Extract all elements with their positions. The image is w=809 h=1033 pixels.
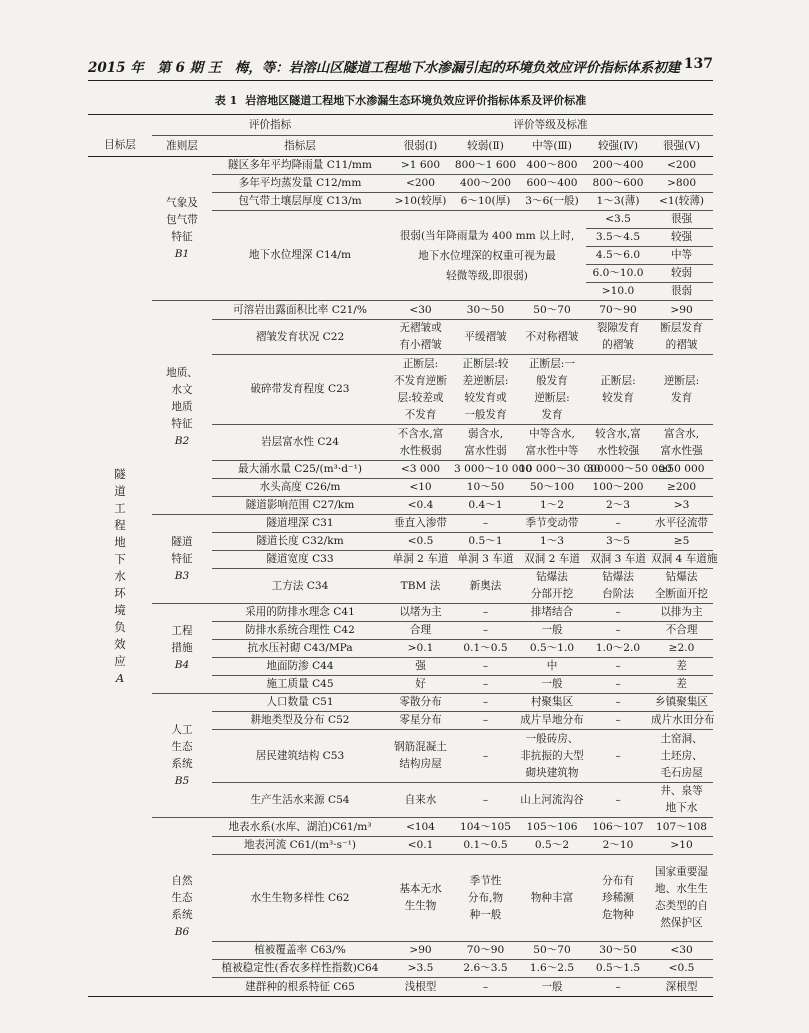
indicator-cell: 工方法 C34 [212, 569, 388, 604]
criterion-cell: 工程 措施 B4 [152, 604, 212, 694]
grade-cell-2: 季节性 分布,物 种一般 [453, 855, 518, 942]
grade-cell-4: 30 000～50 000 [586, 461, 650, 479]
grade-cell-3: 0.5～2 [518, 837, 586, 855]
grade-cell-2: 0.5～1 [453, 533, 518, 551]
grade-cell-1: 单洞 2 车道 [388, 551, 453, 569]
grade-cell-2: 104～105 [453, 818, 518, 837]
grade-level: 较弱 [650, 265, 713, 283]
grade-cell-1: 不含水,富 水性极弱 [388, 425, 453, 461]
grade-cell-2: 新奥法 [453, 569, 518, 604]
grade-cell-3: 1～2 [518, 497, 586, 515]
grade-cell-4: 30～50 [586, 942, 650, 960]
grade-cell-5: 差 [650, 676, 713, 694]
header-target-layer: 目标层 [88, 136, 152, 157]
header-blank [88, 115, 152, 136]
grade-cell-2: 30～50 [453, 301, 518, 320]
grade-cell-5: 富含水, 富水性强 [650, 425, 713, 461]
indicator-cell: 建群种的根系特征 C65 [212, 978, 388, 997]
indicator-cell: 植被稳定性(香农多样性指数)C64 [212, 960, 388, 978]
grade-cell-1: <0.1 [388, 837, 453, 855]
grade-cell-3: 一般 [518, 622, 586, 640]
indicator-cell: 生产生活水来源 C54 [212, 783, 388, 818]
grade-cell-2: – [453, 978, 518, 997]
grade-cell-3: 物种丰富 [518, 855, 586, 942]
indicator-cell: 地面防渗 C44 [212, 658, 388, 676]
header-grades: 评价等级及标准 [388, 115, 713, 136]
grade-level: 很强 [650, 211, 713, 229]
target-char: 道 [114, 484, 126, 498]
grade-cell-2: 800～1 600 [453, 157, 518, 175]
grade-cell-3: 1～3 [518, 533, 586, 551]
grade-cell-4: – [586, 712, 650, 730]
criterion-code: B3 [174, 569, 190, 582]
grade-range: 6.0～10.0 [586, 265, 650, 283]
grade-cell-1: >1 600 [388, 157, 453, 175]
indicator-cell: 地表水系(水库、湖泊)C61/m³ [212, 818, 388, 837]
grade-cell-3: 0.5～1.0 [518, 640, 586, 658]
page-number: 137 [683, 56, 713, 72]
indicator-cell: 最大涌水量 C25/(m³·d⁻¹) [212, 461, 388, 479]
grade-cell-4: – [586, 622, 650, 640]
grade-cell-1: 自来水 [388, 783, 453, 818]
grade-cell-4: – [586, 978, 650, 997]
grade-cell-2: – [453, 604, 518, 622]
indicator-cell: 破碎带发育程度 C23 [212, 355, 388, 425]
grade-cell-2: 10～50 [453, 479, 518, 497]
grade-cell-4: 1.0～2.0 [586, 640, 650, 658]
target-char: 下 [114, 552, 126, 566]
header-level-5: 很强(Ⅴ) [650, 136, 713, 157]
grade-cell-1: <3 000 [388, 461, 453, 479]
header-level-1: 很弱(Ⅰ) [388, 136, 453, 157]
grade-cell-4: – [586, 730, 650, 783]
header-indicator-layer: 指标层 [212, 136, 388, 157]
grade-cell-5: 逆断层: 发育 [650, 355, 713, 425]
grade-cell-2: 0.4～1 [453, 497, 518, 515]
grade-cell-3: 105～106 [518, 818, 586, 837]
grade-cell-5: 深根型 [650, 978, 713, 997]
grade-cell-2: – [453, 712, 518, 730]
target-code: A [115, 671, 125, 685]
grade-cell-4: 较含水,富 水性较强 [586, 425, 650, 461]
target-char: 效 [114, 637, 126, 651]
indicator-cell: 包气带土壤层厚度 C13/m [212, 193, 388, 211]
grade-cell-4: – [586, 604, 650, 622]
grade-cell-4: 100～200 [586, 479, 650, 497]
grade-cell-5: ≥50 000 [650, 461, 713, 479]
grade-cell-2: 3 000～10 000 [453, 461, 518, 479]
table-label: 表 1 [214, 94, 238, 107]
indicator-cell: 植被覆盖率 C63/% [212, 942, 388, 960]
criterion-code: B6 [174, 926, 190, 938]
header-criterion-layer: 准则层 [152, 136, 212, 157]
grade-cell-4: 钻爆法 台阶法 [586, 569, 650, 604]
grade-cell-1: <200 [388, 175, 453, 193]
grade-cell-2: – [453, 730, 518, 783]
grade-cell-4: 分布有 珍稀濒 危物种 [586, 855, 650, 942]
grade-cell-2: – [453, 515, 518, 533]
grade-cell-3: 50～70 [518, 301, 586, 320]
grade-cell-5: 断层发育 的褶皱 [650, 320, 713, 355]
grade-cell-5: 107～108 [650, 818, 713, 837]
grade-cell-1: >0.1 [388, 640, 453, 658]
grade-cell-1: 好 [388, 676, 453, 694]
criterion-code: B4 [174, 659, 190, 671]
indicator-cell: 防排水系统合理性 C42 [212, 622, 388, 640]
grade-cell-5: 以排为主 [650, 604, 713, 622]
target-layer [88, 157, 152, 997]
grade-cell-2: 400～200 [453, 175, 518, 193]
grade-cell-4: – [586, 783, 650, 818]
grade-cell-1: 强 [388, 658, 453, 676]
criterion-cell: 气象及 包气带 特征 B1 [152, 157, 212, 301]
criterion-cell: 人工 生态 系统 B5 [152, 694, 212, 818]
grade-cell-1: >90 [388, 942, 453, 960]
grade-cell-5: <200 [650, 157, 713, 175]
grade-cell-1: 钢筋混凝土 结构房屋 [388, 730, 453, 783]
indicator-cell: 隧道影响范围 C27/km [212, 497, 388, 515]
grade-cell-4: – [586, 676, 650, 694]
grade-cell-3: 10 000～30 000 [518, 461, 586, 479]
grade-cell-5: 井、泉等 地下水 [650, 783, 713, 818]
indicator-cell: 隧道长度 C32/km [212, 533, 388, 551]
indicator-cell: 水生生物多样性 C62 [212, 855, 388, 942]
indicator-cell: 采用的防排水理念 C41 [212, 604, 388, 622]
grade-cell-4: 0.5～1.5 [586, 960, 650, 978]
grade-cell-5: 国家重要湿 地、水生生 态类型的自 然保护区 [650, 855, 713, 942]
indicator-cell: 隧区多年平均降雨量 C11/mm [212, 157, 388, 175]
target-char: 工 [114, 501, 126, 515]
header-level-3: 中等(Ⅲ) [518, 136, 586, 157]
grade-cell-1: 零星分布 [388, 712, 453, 730]
grade-cell-3: 双洞 2 车道 [518, 551, 586, 569]
grade-cell-1: 零散分布 [388, 694, 453, 712]
grade-cell-2: 正断层:较 差逆断层: 较发育或 一般发育 [453, 355, 518, 425]
grade-cell-4: 2～10 [586, 837, 650, 855]
indicator-cell: 隧道埋深 C31 [212, 515, 388, 533]
grade-cell-5: ≥200 [650, 479, 713, 497]
grade-cell-4: 3～5 [586, 533, 650, 551]
grade-cell-5: ≥5 [650, 533, 713, 551]
grade-cell-5: 钻爆法 全断面开挖 [650, 569, 713, 604]
grade-cell-3: 村聚集区 [518, 694, 586, 712]
indicator-cell: 耕地类型及分布 C52 [212, 712, 388, 730]
grade-cell-3: 季节变动带 [518, 515, 586, 533]
grade-cell-1: <0.5 [388, 533, 453, 551]
indicator-cell: 多年平均蒸发量 C12/mm [212, 175, 388, 193]
grade-range: >10.0 [586, 283, 650, 301]
grade-cell-4: 200～400 [586, 157, 650, 175]
indicator-cell: 抗水压衬砌 C43/MPa [212, 640, 388, 658]
indicator-cell: 隧道宽度 C33 [212, 551, 388, 569]
grade-cell-3: 一般 [518, 676, 586, 694]
grade-cell-5: >10 [650, 837, 713, 855]
grade-cell-3: 一般 [518, 978, 586, 997]
grade-cell-3: 一般砖房、 非抗振的大型 砌块建筑物 [518, 730, 586, 783]
grade-cell-3: 排堵结合 [518, 604, 586, 622]
grade-cell-5: ≥2.0 [650, 640, 713, 658]
indicator-cell: 可溶岩出露面积比率 C21/% [212, 301, 388, 320]
indicator-cell: 施工质量 C45 [212, 676, 388, 694]
grade-cell-5: 成片水田分布 [650, 712, 713, 730]
grade-cell-1: <104 [388, 818, 453, 837]
header-level-4: 较强(Ⅳ) [586, 136, 650, 157]
grade-cell-2: – [453, 622, 518, 640]
grade-cell-4: 106～107 [586, 818, 650, 837]
grade-cell-3: 600～400 [518, 175, 586, 193]
criterion-cell: 地质、 水文 地质 特征 B2 [152, 301, 212, 515]
grade-level: 较强 [650, 229, 713, 247]
grade-cell-5: 差 [650, 658, 713, 676]
grade-cell-4: 2～3 [586, 497, 650, 515]
grade-cell-3: 3～6(一般) [518, 193, 586, 211]
grade-cell-3: 山上河流沟谷 [518, 783, 586, 818]
indicator-cell: 褶皱发育状况 C22 [212, 320, 388, 355]
grade-cell-3: 成片旱地分布 [518, 712, 586, 730]
grade-cell-5: <30 [650, 942, 713, 960]
grade-cell-1: 基本无水 生生物 [388, 855, 453, 942]
grade-cell-3: 中 [518, 658, 586, 676]
grade-cell-4: – [586, 658, 650, 676]
grade-cell-4: 正断层: 较发育 [586, 355, 650, 425]
grade-cell-5: <0.5 [650, 960, 713, 978]
table-title: 岩溶地区隧道工程地下水渗漏生态环境负效应评价指标体系及评价标准 [245, 94, 587, 107]
grade-cell-2: 平缓褶皱 [453, 320, 518, 355]
grade-cell-3: 1.6～2.5 [518, 960, 586, 978]
grade-cell-2: 2.6～3.5 [453, 960, 518, 978]
grade-cell-2: 弱含水, 富水性弱 [453, 425, 518, 461]
grade-cell-2: 6～10(厚) [453, 193, 518, 211]
grade-cell-1: 正断层: 不发育逆断 层:较差或 不发育 [388, 355, 453, 425]
grade-cell-3: 50～100 [518, 479, 586, 497]
grade-cell-2: – [453, 694, 518, 712]
grade-cell-1: TBM 法 [388, 569, 453, 604]
grade-cell-4: 双洞 3 车道 [586, 551, 650, 569]
evaluation-table [88, 114, 718, 997]
grade-cell-3: 正断层:一 般发育 逆断层: 发育 [518, 355, 586, 425]
grade-cell-4: 70～90 [586, 301, 650, 320]
grade-cell-1: 浅根型 [388, 978, 453, 997]
target-char: 程 [114, 518, 126, 532]
grade-level: 中等 [650, 247, 713, 265]
criterion-code: B1 [174, 247, 190, 260]
grade-cell-1: >10(较厚) [388, 193, 453, 211]
target-char: 水 [114, 569, 126, 583]
running-header [88, 56, 713, 78]
grade-cell-1: 合理 [388, 622, 453, 640]
table-caption [88, 92, 713, 108]
grade-cell-2: 单洞 3 车道 [453, 551, 518, 569]
grade-cell-5: 水平径流带 [650, 515, 713, 533]
grade-cell-3: 中等含水, 富水性中等 [518, 425, 586, 461]
grade-cell-5: >3 [650, 497, 713, 515]
grade-cell-5: >90 [650, 301, 713, 320]
grade-cell-2: 0.1～0.5 [453, 640, 518, 658]
grade-cell-3: 50～70 [518, 942, 586, 960]
indicator-cell: 地下水位埋深 C14/m [212, 211, 388, 301]
grade-cell-5: 土窑洞、 土坯房、 毛石房屋 [650, 730, 713, 783]
indicator-cell: 水头高度 C26/m [212, 479, 388, 497]
criterion-cell: 隧道 特征 B3 [152, 515, 212, 604]
grade-cell-5: >800 [650, 175, 713, 193]
grade-cell-5: <1(较薄) [650, 193, 713, 211]
indicator-cell: 人口数量 C51 [212, 694, 388, 712]
grade-cell-4: 800～600 [586, 175, 650, 193]
grade-cell-2: – [453, 658, 518, 676]
indicator-cell: 居民建筑结构 C53 [212, 730, 388, 783]
grade-cell-1: <0.4 [388, 497, 453, 515]
target-char: 负 [114, 620, 126, 634]
header-indicators: 评价指标 [152, 115, 388, 136]
grade-cell-5: 乡镇聚集区 [650, 694, 713, 712]
target-char: 地 [114, 535, 126, 549]
grade-cell-4: – [586, 515, 650, 533]
grade-cell-4: 裂隙发育 的褶皱 [586, 320, 650, 355]
criterion-code: B5 [174, 774, 190, 787]
grade-cell-3: 钻爆法 分部开挖 [518, 569, 586, 604]
indicator-cell: 地表河流 C61/(m³·s⁻¹) [212, 837, 388, 855]
grade-cell-1: 无褶皱或 有小褶皱 [388, 320, 453, 355]
grade-cell-5: 不合理 [650, 622, 713, 640]
grade-cell-2: – [453, 676, 518, 694]
grade-cell-2: – [453, 783, 518, 818]
grade-range: 3.5～4.5 [586, 229, 650, 247]
target-char: 境 [114, 603, 126, 617]
indicator-cell: 岩层富水性 C24 [212, 425, 388, 461]
grade-cell-1: >3.5 [388, 960, 453, 978]
criterion-code: B2 [174, 435, 190, 447]
target-char: 隧 [114, 467, 126, 481]
target-char: 应 [114, 654, 126, 668]
grade-cell-3: 不对称褶皱 [518, 320, 586, 355]
running-head-text: 2015 年 第 6 期 王 梅，等：岩溶山区隧道工程地下水渗漏引起的环境负效应评价指标体系初建 [88, 60, 681, 76]
target-char: 环 [114, 586, 126, 600]
grade-cell-1: 垂直入渗带 [388, 515, 453, 533]
header-rule [88, 80, 713, 81]
grade-cell-1: <30 [388, 301, 453, 320]
grade-level: 很弱 [650, 283, 713, 301]
grade-cell-1: 以堵为主 [388, 604, 453, 622]
grade-cell-4: – [586, 694, 650, 712]
grade-note: 很弱(当年降雨量为 400 mm 以上时, 地下水位埋深的权重可视为最 轻微等级,即很弱) [388, 211, 586, 301]
grade-cell-4: 1～3(薄) [586, 193, 650, 211]
criterion-cell: 自然 生态 系统 B6 [152, 818, 212, 997]
grade-cell-1: <10 [388, 479, 453, 497]
grade-cell-2: 0.1～0.5 [453, 837, 518, 855]
grade-cell-3: 400～800 [518, 157, 586, 175]
grade-range: 4.5～6.0 [586, 247, 650, 265]
grade-cell-5: 双洞 4 车道施 [650, 551, 713, 569]
header-level-2: 较弱(Ⅱ) [453, 136, 518, 157]
grade-cell-2: 70～90 [453, 942, 518, 960]
grade-range: <3.5 [586, 211, 650, 229]
